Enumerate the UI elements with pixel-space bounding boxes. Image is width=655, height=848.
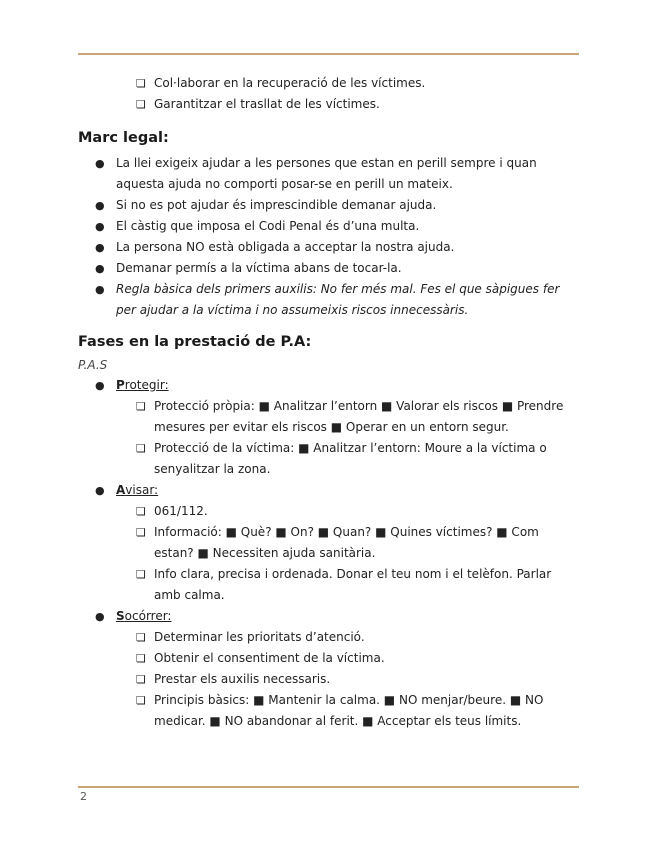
bullet-icon: ●: [95, 484, 105, 497]
checkbox-bullet-icon: ❏: [136, 568, 146, 581]
list-item: [0, 690, 655, 732]
phase-heading-socorrer: [0, 606, 655, 627]
checkbox-bullet-icon: ❏: [136, 442, 146, 455]
list-item: [0, 669, 655, 690]
list-item: [0, 153, 655, 195]
bullet-icon: ●: [95, 610, 105, 623]
bullet-icon: ●: [95, 241, 105, 254]
phase-label: visar:: [125, 483, 159, 497]
list-item: [0, 648, 655, 669]
list-item: [0, 216, 655, 237]
checkbox-bullet-icon: ❏: [136, 98, 146, 111]
checkbox-bullet-icon: ❏: [136, 400, 146, 413]
bullet-icon: ●: [95, 283, 105, 296]
phase-label: ocórrer:: [124, 609, 172, 623]
checkbox-bullet-icon: ❏: [136, 505, 146, 518]
list-item: [0, 501, 655, 522]
list-item-text: Garantitzar el trasllat de les víctimes.: [154, 97, 380, 111]
list-item-text: Regla bàsica dels primers auxilis: No fer més mal. Fes el que sàpigues fer per ajudar a la víctima i no assumeixis riscos innecessàris.: [116, 282, 560, 317]
bullet-icon: ●: [95, 262, 105, 275]
list-item-text: Demanar permís a la víctima abans de tocar-la.: [116, 261, 402, 275]
list-item-text: La llei exigeix ajudar a les persones que estan en perill sempre i quan aquesta ajuda no comporti posar-se en perill un mateix.: [116, 156, 537, 191]
list-item-text: Col·laborar en la recuperació de les víctimes.: [154, 76, 426, 90]
list-item: [0, 195, 655, 216]
list-item-text: Si no es pot ajudar és imprescindible demanar ajuda.: [116, 198, 437, 212]
section-subtitle: P.A.S: [78, 358, 108, 372]
list-item-text: Protecció pròpia: ■ Analitzar l’entorn ■ Valorar els riscos ■ Prendre mesures per evitar els riscos ■ Operar en un entorn segur.: [154, 399, 564, 434]
list-item: [0, 627, 655, 648]
bullet-icon: ●: [95, 199, 105, 212]
list-item: [0, 522, 655, 564]
checkbox-bullet-icon: ❏: [136, 631, 146, 644]
list-item: [0, 279, 655, 321]
bullet-icon: ●: [95, 220, 105, 233]
page-content: [0, 73, 655, 732]
list-item-text: Informació: ■ Què? ■ On? ■ Quan? ■ Quines víctimes? ■ Com estan? ■ Necessiten ajuda sanitària.: [154, 525, 539, 560]
section-heading-marc-legal: Marc legal:: [78, 130, 169, 146]
bullet-icon: ●: [95, 379, 105, 392]
list-item-text: Determinar les prioritats d’atenció.: [154, 630, 365, 644]
list-item-text: La persona NO està obligada a acceptar la nostra ajuda.: [116, 240, 455, 254]
checkbox-bullet-icon: ❏: [136, 526, 146, 539]
list-item: [0, 94, 655, 115]
list-item-text: Principis bàsics: ■ Mantenir la calma. ■ NO menjar/beure. ■ NO medicar. ■ NO abandonar al ferit. ■ Acceptar els teus límits.: [154, 693, 544, 728]
page-number: 2: [80, 790, 87, 803]
checkbox-bullet-icon: ❏: [136, 673, 146, 686]
list-item-text: Info clara, precisa i ordenada. Donar el teu nom i el telèfon. Parlar amb calma.: [154, 567, 552, 602]
list-item-text: Protecció de la víctima: ■ Analitzar l’entorn: Moure a la víctima o senyalitzar la zona.: [154, 441, 547, 476]
list-item-text: Prestar els auxilis necessaris.: [154, 672, 331, 686]
footer-rule: [78, 786, 579, 788]
list-item: [0, 564, 655, 606]
phase-heading-avisar: [0, 480, 655, 501]
list-item: [0, 396, 655, 438]
phase-initial: A: [116, 483, 126, 497]
phase-label: rotegir:: [124, 378, 169, 392]
header-rule: [78, 53, 579, 55]
list-item: [0, 438, 655, 480]
section-heading-fases: Fases en la prestació de P.A:: [78, 334, 312, 350]
list-item-text: 061/112.: [154, 504, 208, 518]
checkbox-bullet-icon: ❏: [136, 694, 146, 707]
phase-initial: S: [116, 609, 125, 623]
phase-heading-protegir: [0, 375, 655, 396]
list-item-text: El càstig que imposa el Codi Penal és d’una multa.: [116, 219, 420, 233]
phase-initial: P: [116, 378, 125, 392]
list-item: [0, 258, 655, 279]
checkbox-bullet-icon: ❏: [136, 77, 146, 90]
bullet-icon: ●: [95, 157, 105, 170]
list-item: [0, 237, 655, 258]
checkbox-bullet-icon: ❏: [136, 652, 146, 665]
list-item: [0, 73, 655, 94]
list-item-text: Obtenir el consentiment de la víctima.: [154, 651, 385, 665]
